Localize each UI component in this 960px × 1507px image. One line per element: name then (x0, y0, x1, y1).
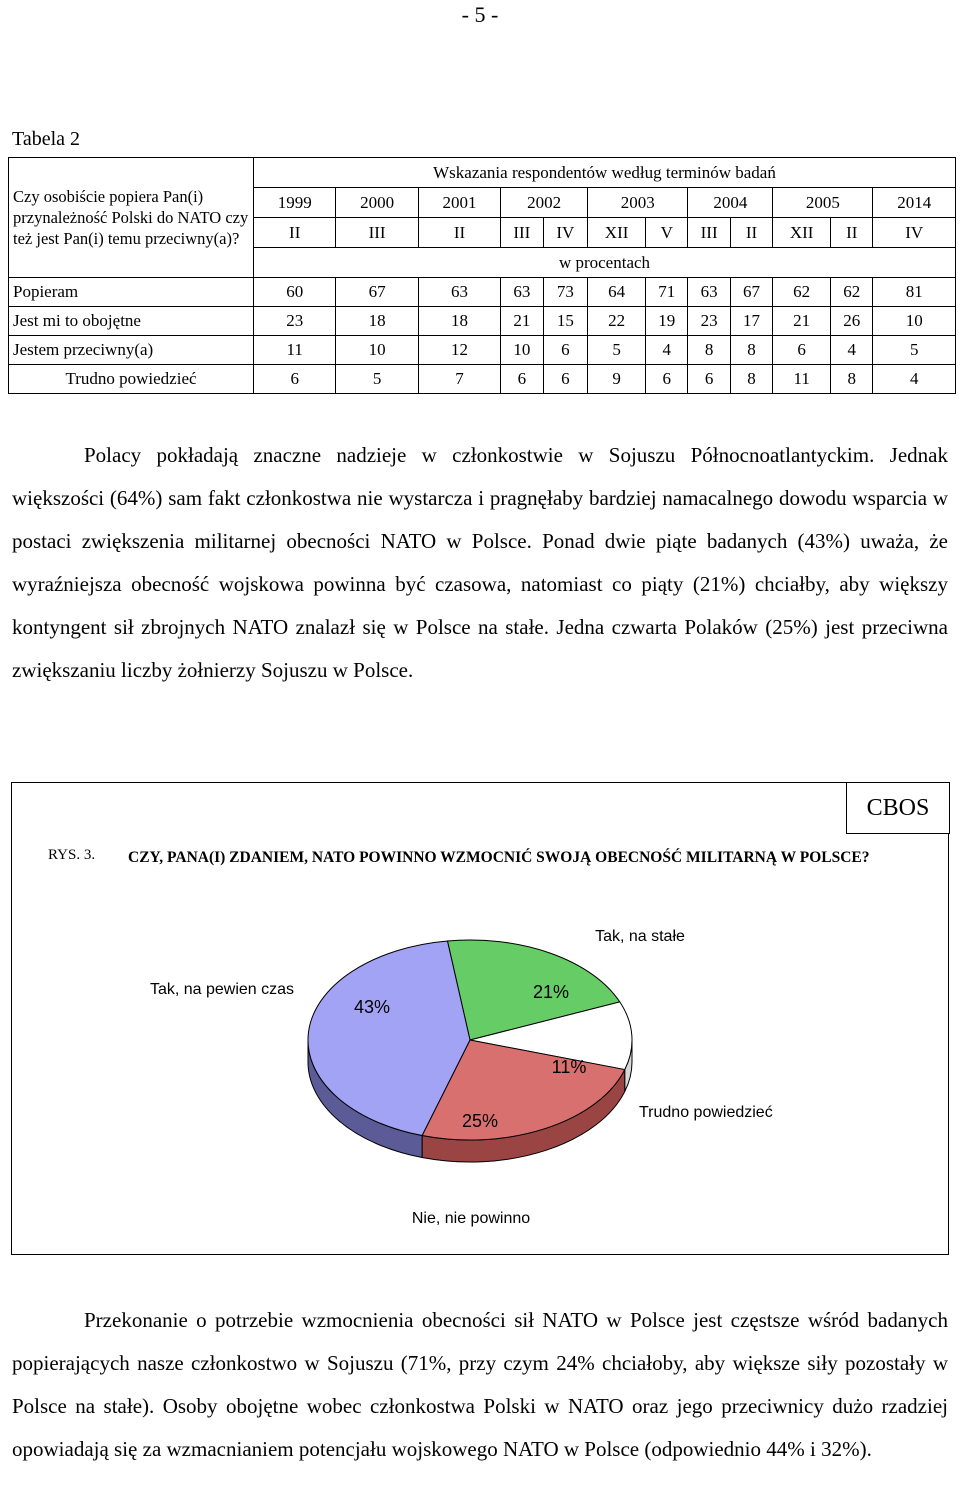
pie-value-label: 11% (551, 1057, 587, 1077)
table-cell: 5 (873, 336, 956, 365)
table-caption: Tabela 2 (12, 128, 81, 150)
month-cell: III (336, 218, 418, 248)
table-cell: 5 (336, 365, 418, 394)
cbos-logo: CBOS (846, 782, 950, 834)
table-cell: 22 (588, 307, 646, 336)
table-cell: 67 (730, 278, 772, 307)
table-cell: 6 (254, 365, 336, 394)
year-cell: 2003 (588, 188, 688, 218)
table-cell: 21 (501, 307, 543, 336)
table-cell: 62 (831, 278, 873, 307)
year-cell: 2001 (418, 188, 500, 218)
table-cell: 71 (646, 278, 688, 307)
table-cell: 26 (831, 307, 873, 336)
table-cell: 4 (873, 365, 956, 394)
table-cell: 6 (543, 365, 588, 394)
table-cell: 4 (831, 336, 873, 365)
pie-category-label: Trudno powiedzieć (639, 1104, 773, 1121)
table-cell: 8 (730, 336, 772, 365)
table-cell: 62 (773, 278, 831, 307)
table-cell: 18 (336, 307, 418, 336)
row-label: Jestem przeciwny(a) (9, 336, 254, 365)
table-cell: 21 (773, 307, 831, 336)
month-cell: XII (773, 218, 831, 248)
table-cell: 11 (773, 365, 831, 394)
table-cell: 23 (688, 307, 730, 336)
table-cell: 73 (543, 278, 588, 307)
pie-value-label: 25% (461, 1111, 499, 1131)
figure-title: CZY, PANA(I) ZDANIEM, NATO POWINNO WZMOCNIĆ SWOJĄ OBECNOŚĆ MILITARNĄ W POLSCE? (128, 849, 870, 866)
table-cell: 6 (543, 336, 588, 365)
table-cell: 8 (730, 365, 772, 394)
table-cell: 11 (254, 336, 336, 365)
table-cell: 8 (688, 336, 730, 365)
pie-category-label: Tak, na pewien czas (149, 981, 295, 998)
table-cell: 18 (418, 307, 500, 336)
paragraph-text: Polacy pokładają znaczne nadzieje w członkostwie w Sojuszu Północnoatlantyckim. Jednak większości (64%) sam fakt członkostwa nie wystarcza i pragnęłaby bardziej namacalnego dowodu wsparcia w postaci zwiększenia militarnej obecności NATO w Polsce. Ponad dwie piąte badanych (43%) uważa, że wyraźniejsza obecność wojskowa powinna być czasowa, natomiast co piąty (21%) chciałby, aby większy kontyngent sił zbrojnych NATO znalazł się w Polsce na stałe. Jedna czwarta Polaków (25%) jest przeciwna zwiększaniu liczby żołnierzy Sojuszu w Polsce. (12, 443, 948, 682)
row-label: Popieram (9, 278, 254, 307)
month-cell: II (418, 218, 500, 248)
pie-category-label: Tak, na stałe (595, 928, 685, 945)
table-cell: 5 (588, 336, 646, 365)
table-cell: 64 (588, 278, 646, 307)
month-cell: II (254, 218, 336, 248)
month-cell: XII (588, 218, 646, 248)
paragraph-text: Przekonanie o potrzebie wzmocnienia obecności sił NATO w Polsce jest częstsze wśród badanych popierających nasze członkostwo w Sojuszu (71%, przy czym 24% chciałoby, aby większe siły pozostały w Polsce na stałe). Osoby obojętne wobec członkostwa Polski w NATO oraz jego przeciwnicy dużo rzadziej opowiadają się za wzmacnianiem potencjału wojskowego NATO w Polsce (odpowiednio 44% i 32%). (12, 1308, 948, 1461)
year-cell: 2014 (873, 188, 956, 218)
page-number: - 5 - (461, 2, 499, 27)
table-cell: 81 (873, 278, 956, 307)
month-cell: III (688, 218, 730, 248)
table-cell: 63 (418, 278, 500, 307)
table-cell: 6 (773, 336, 831, 365)
table-cell: 6 (646, 365, 688, 394)
table-cell: 7 (418, 365, 500, 394)
row-label: Jest mi to obojętne (9, 307, 254, 336)
table-cell: 10 (501, 336, 543, 365)
pie-value-label: 21% (532, 982, 570, 1002)
month-cell: II (831, 218, 873, 248)
year-cell: 1999 (254, 188, 336, 218)
table-cell: 60 (254, 278, 336, 307)
month-cell: V (646, 218, 688, 248)
table-cell: 6 (688, 365, 730, 394)
paragraph-conclusion (12, 1299, 948, 1471)
pie-category-label: Nie, nie powinno (411, 1210, 531, 1227)
table-cell: 9 (588, 365, 646, 394)
month-cell: II (730, 218, 772, 248)
header-title: Wskazania respondentów według terminów badań (254, 158, 956, 188)
year-cell: 2005 (773, 188, 873, 218)
year-cell: 2000 (336, 188, 418, 218)
pie-value-label: 43% (353, 997, 391, 1017)
month-cell: IV (873, 218, 956, 248)
table-cell: 63 (688, 278, 730, 307)
table-cell: 6 (501, 365, 543, 394)
unit-cell: w procentach (254, 248, 956, 278)
row-label: Trudno powiedzieć (9, 365, 254, 394)
table-cell: 12 (418, 336, 500, 365)
year-cell: 2002 (501, 188, 588, 218)
table-cell: 63 (501, 278, 543, 307)
month-cell: III (501, 218, 543, 248)
question-cell: Czy osobiście popiera Pan(i) przynależność Polski do NATO czy też jest Pan(i) temu przeciwny(a)? (9, 158, 254, 278)
year-cell: 2004 (688, 188, 773, 218)
table-cell: 23 (254, 307, 336, 336)
table-cell: 15 (543, 307, 588, 336)
table-cell: 8 (831, 365, 873, 394)
table-cell: 10 (336, 336, 418, 365)
table-cell: 67 (336, 278, 418, 307)
month-cell: IV (543, 218, 588, 248)
table-cell: 17 (730, 307, 772, 336)
table-cell: 4 (646, 336, 688, 365)
table-cell: 19 (646, 307, 688, 336)
figure-label: RYS. 3. (48, 847, 96, 863)
table-cell: 10 (873, 307, 956, 336)
